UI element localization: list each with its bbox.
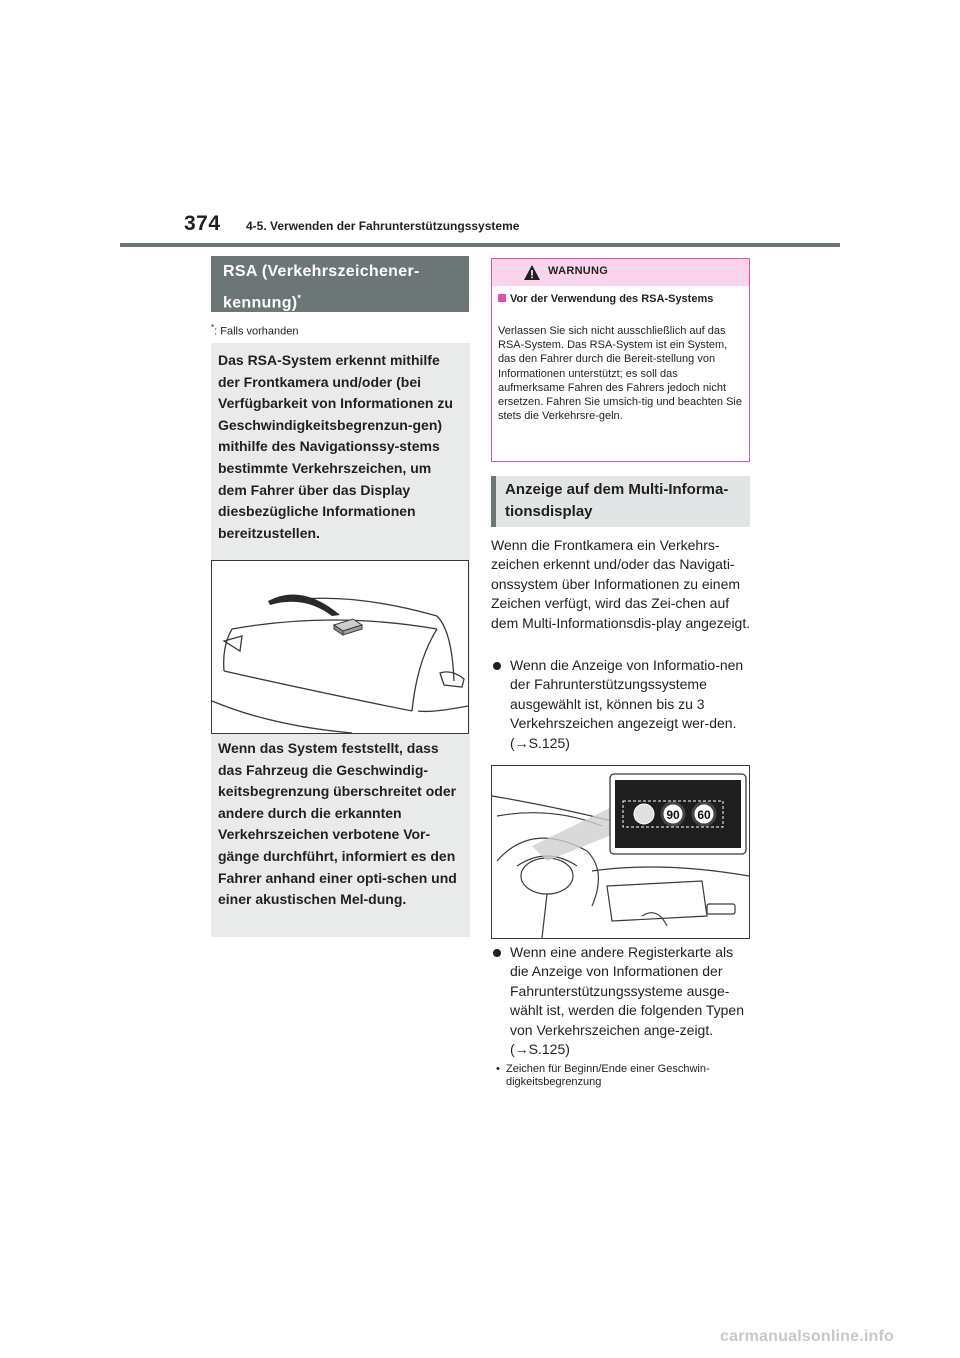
mirror-right — [440, 672, 464, 687]
info-text-1: Das RSA-System erkennt mithilfe der Frontkamera und/oder (bei Verfügbarkeit von Informationen zu Geschwindigkeitsbegrenzun-gen) mithilfe des Navigationssy-stems bestimmte Verkehrszeichen, um dem Fahrer über das Display diesbezügliche Informationen bereitzustellen. — [218, 352, 453, 541]
dashboard-drawing — [492, 766, 749, 938]
display-paragraph: Wenn die Frontkamera ein Verkehrs-zeichen erkennt und/oder das Navigati-onssystem über Informationen zu einem Zeichen verfügt, wird das Zei-chen auf dem Multi-Informationsdis-play angezeigt. — [491, 537, 751, 631]
warning-box — [491, 258, 750, 462]
dash-line — [592, 867, 749, 876]
bullet-text-1: Wenn die Anzeige von Informatio-nen der Fahrunterstützungssysteme ausgewählt ist, können bis zu 3 Verkehrszeichen angezeigt wer-den. (→S.125) — [510, 657, 744, 751]
section-heading-text: kennung) — [223, 294, 298, 312]
footnote-text: : Falls vorhanden — [214, 325, 299, 338]
small-list-item — [494, 1063, 750, 1089]
section-heading-display: Anzeige auf dem Multi-Informa-tionsdisplay — [491, 476, 750, 527]
warning-body: Verlassen Sie sich nicht ausschließlich auf das RSA-System. Das RSA-System ist ein System, das den Fahrer durch die Bereit-stellung von Informationen unterstützt; es soll das aufmerksame Fahren des Fahrers jedoch nicht ersetzen. Fahren Sie umsich-tig und beachten Sie stets die Verkehrsre-geln. — [498, 325, 742, 423]
multi-information-display-illustration — [491, 765, 750, 939]
small-bullet: • — [496, 1063, 500, 1075]
hood-line — [212, 701, 352, 733]
footnote-marker: * — [297, 293, 302, 303]
windshield-left-pillar — [224, 629, 232, 671]
bullet-dot-icon — [493, 662, 501, 670]
bullet-item-1 — [491, 656, 751, 753]
camera-unit — [334, 619, 362, 635]
steering-hub — [521, 858, 573, 894]
callout-connector — [532, 806, 614, 861]
small-list-text: Zeichen für Beginn/Ende einer Geschwin-digkeitsbegrenzung — [506, 1063, 710, 1088]
windshield-bottom — [224, 671, 412, 711]
bullet-item-2 — [491, 943, 751, 1059]
warning-subheading — [498, 292, 738, 306]
warning-header — [492, 259, 749, 286]
footnote — [211, 323, 299, 338]
door-line — [418, 706, 468, 711]
windshield-camera-illustration — [211, 560, 469, 734]
warning-subheading-text: Vor der Verwendung des RSA-Systems — [510, 293, 714, 305]
vent — [707, 904, 735, 914]
header-rule — [120, 243, 840, 247]
square-bullet-icon — [498, 294, 506, 302]
section-heading-rsa — [211, 256, 469, 312]
steering-spoke — [542, 894, 547, 938]
watermark: carmanualsonline.info — [720, 1328, 895, 1345]
speed-sign-60-label: 60 — [697, 808, 711, 822]
windshield-drawing — [212, 561, 468, 733]
speed-sign-90-label: 90 — [666, 808, 680, 822]
section-heading-line-2 — [223, 285, 457, 316]
footnote-mark: * — [211, 323, 215, 332]
warning-triangle-icon — [523, 264, 541, 281]
mirror-left — [224, 636, 242, 651]
bullet-text-2: Wenn eine andere Registerkarte als die Anzeige von Informationen der Fahrunterstützungssysteme ausge-wählt ist, werden die folgenden Typen von Verkehrszeichen ange-zeigt. (→S.125) — [510, 944, 745, 1058]
warning-label: WARNUNG — [548, 265, 609, 277]
section-heading-line-1: RSA (Verkehrszeichener- — [223, 263, 420, 280]
bullet-dot-icon — [493, 949, 501, 957]
overtaking-sign-icon — [634, 804, 654, 824]
center-console — [607, 881, 707, 921]
chapter-title: 4-5. Verwenden der Fahrunterstützungssysteme — [246, 219, 520, 233]
windshield-right-pillar — [412, 629, 437, 711]
info-text-2: Wenn das System feststellt, dass das Fahrzeug die Geschwindig-keitsbegrenzung überschreitet oder andere durch die erkannten Verkehrszeichen verbotene Vor-gänge durchführt, informiert es den Fahrer anhand einer opti-schen und einer akustischen Mel-dung. — [218, 740, 457, 908]
page-number: 374 — [184, 212, 221, 235]
